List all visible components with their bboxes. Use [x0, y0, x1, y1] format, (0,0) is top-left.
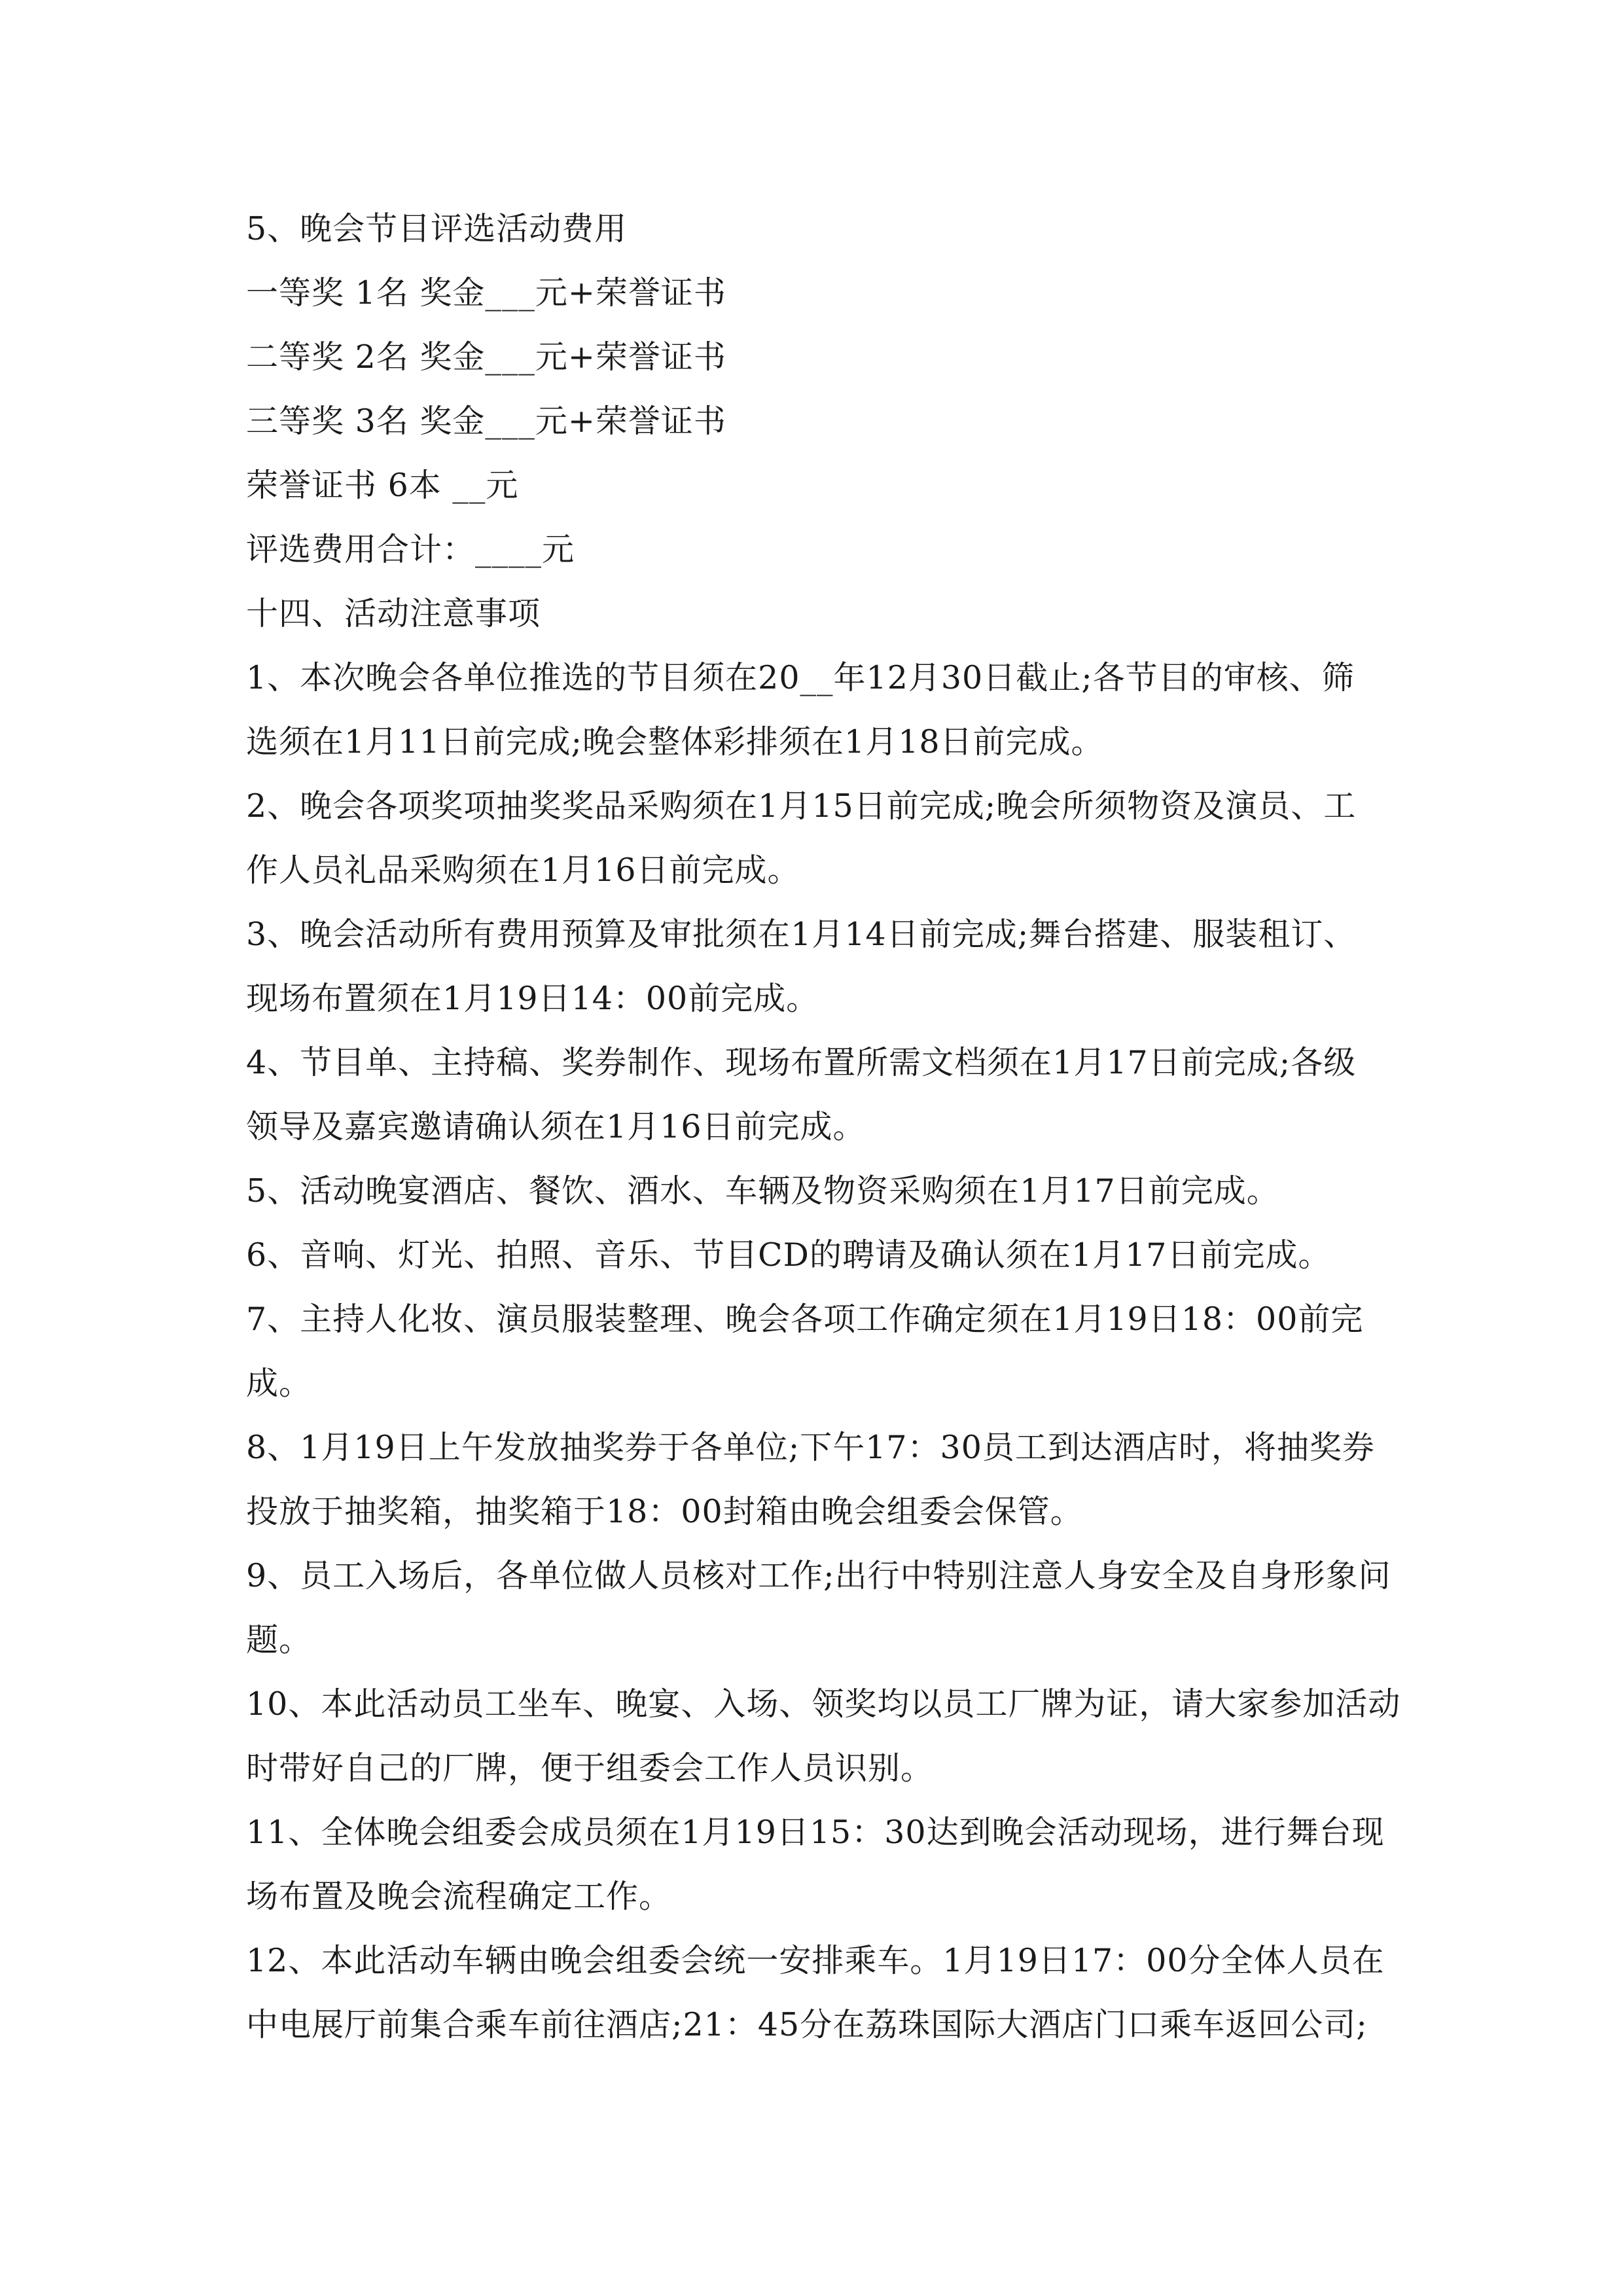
text-line: 11、全体晚会组委会成员须在1月19日15：30达到晚会活动现场，进行舞台现 [246, 1814, 1385, 1851]
text-line: 荣誉证书 6本 __元 [246, 467, 519, 504]
text-line: 10、本此活动员工坐车、晚宴、入场、领奖均以员工厂牌为证，请大家参加活动 [246, 1685, 1401, 1723]
text-line: 选须在1月11日前完成;晚会整体彩排须在1月18日前完成。 [246, 723, 1104, 761]
text-line: 二等奖 2名 奖金___元+荣誉证书 [246, 338, 726, 376]
text-line: 8、1月19日上午发放抽奖券于各单位;下午17：30员工到达酒店时，将抽奖券 [246, 1429, 1375, 1466]
text-line: 投放于抽奖箱，抽奖箱于18：00封箱由晚会组委会保管。 [246, 1493, 1083, 1530]
text-line: 9、员工入场后，各单位做人员核对工作;出行中特别注意人身安全及自身形象问 [246, 1557, 1391, 1594]
text-line: 时带好自己的厂牌，便于组委会工作人员识别。 [246, 1749, 934, 1787]
text-line: 6、音响、灯光、拍照、音乐、节目CD的聘请及确认须在1月17日前完成。 [246, 1236, 1331, 1274]
section-heading: 十四、活动注意事项 [246, 595, 541, 632]
text-line: 3、晚会活动所有费用预算及审批须在1月14日前完成;舞台搭建、服装租订、 [246, 916, 1357, 953]
text-line: 评选费用合计：____元 [246, 531, 575, 568]
text-line: 场布置及晚会流程确定工作。 [246, 1878, 672, 1915]
text-line: 一等奖 1名 奖金___元+荣誉证书 [246, 274, 726, 312]
text-line: 三等奖 3名 奖金___元+荣誉证书 [246, 403, 726, 440]
text-line: 作人员礼品采购须在1月16日前完成。 [246, 852, 800, 889]
text-line: 7、主持人化妆、演员服装整理、晚会各项工作确定须在1月19日18：00前完 [246, 1300, 1364, 1338]
text-line: 1、本次晚会各单位推选的节目须在20__年12月30日截止;各节目的审核、筛 [246, 659, 1355, 696]
text-line: 12、本此活动车辆由晚会组委会统一安排乘车。1月19日17：00分全体人员在 [246, 1942, 1385, 1979]
text-line: 5、晚会节目评选活动费用 [246, 210, 628, 247]
text-line: 领导及嘉宾邀请确认须在1月16日前完成。 [246, 1108, 866, 1145]
text-line: 现场布置须在1月19日14：00前完成。 [246, 980, 819, 1017]
text-line: 成。 [246, 1365, 312, 1402]
text-line: 中电展厅前集合乘车前往酒店;21：45分在荔珠国际大酒店门口乘车返回公司; [246, 2006, 1368, 2043]
text-line: 5、活动晚宴酒店、餐饮、酒水、车辆及物资采购须在1月17日前完成。 [246, 1172, 1279, 1210]
text-line: 4、节目单、主持稿、奖券制作、现场布置所需文档须在1月17日前完成;各级 [246, 1044, 1357, 1081]
text-line: 2、晚会各项奖项抽奖奖品采购须在1月15日前完成;晚会所须物资及演员、工 [246, 787, 1357, 825]
text-line: 题。 [246, 1621, 312, 1659]
